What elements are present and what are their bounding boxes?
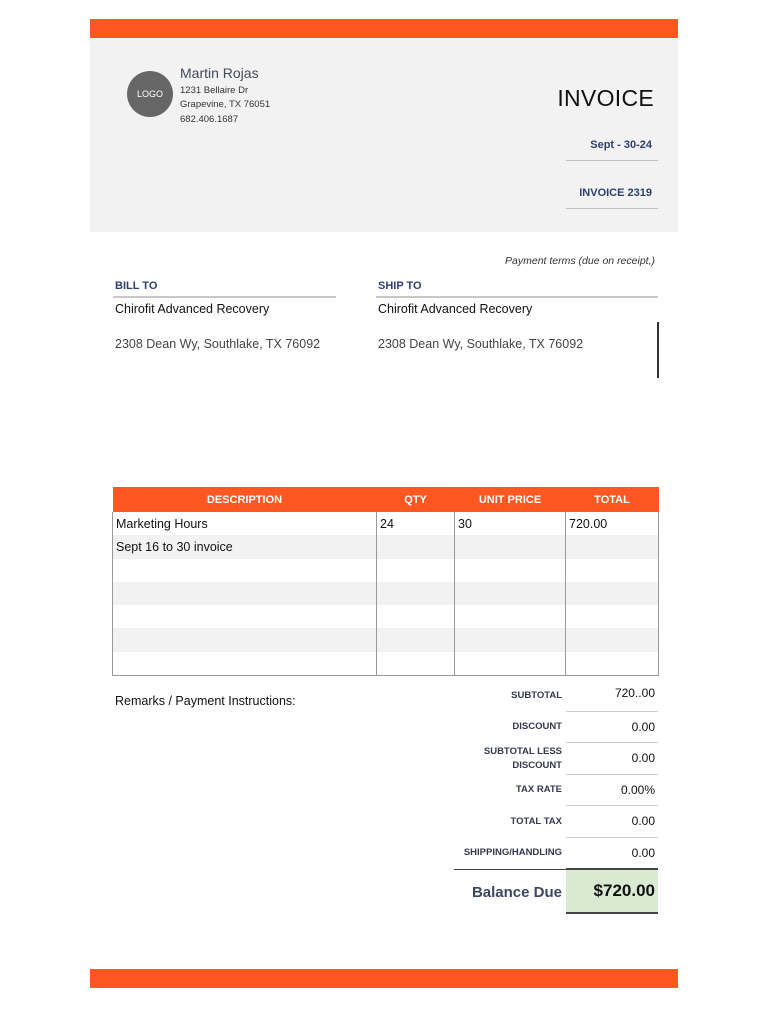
invoice-date: Sept - 30-24	[566, 137, 658, 161]
table-header-row	[113, 487, 659, 512]
table-row	[113, 559, 659, 582]
balance-due-row	[454, 869, 658, 914]
item-total	[566, 582, 659, 605]
invoice-number: INVOICE 2319	[566, 185, 658, 209]
ship-to-label: SHIP TO	[376, 278, 658, 298]
company-logo	[127, 71, 173, 117]
item-total	[566, 605, 659, 628]
ship-to-name: Chirofit Advanced Recovery	[378, 302, 533, 316]
discount-row	[454, 712, 658, 744]
item-description	[113, 559, 377, 582]
shipping-label: SHIPPING/HANDLING	[463, 847, 562, 859]
item-unit-price	[455, 605, 566, 628]
subtotal-value: 720..00	[566, 680, 658, 712]
tax-rate-label: TAX RATE	[515, 784, 562, 796]
item-total	[566, 559, 659, 582]
top-accent-bar	[90, 19, 678, 38]
bottom-accent-bar	[90, 969, 678, 988]
item-total	[566, 628, 659, 651]
bill-to-address: 2308 Dean Wy, Southlake, TX 76092	[115, 337, 321, 351]
column-header-unit-price: UNIT PRICE	[455, 487, 566, 512]
subtotal-less-discount-row	[454, 743, 658, 775]
total-tax-row	[454, 806, 658, 838]
item-description	[113, 582, 377, 605]
tax-rate-value: 0.00%	[566, 775, 658, 807]
payment-terms: Payment terms (due on receipt,)	[505, 255, 655, 267]
item-qty	[377, 535, 455, 558]
line-items-table	[112, 487, 659, 676]
item-description	[113, 652, 377, 675]
item-qty	[377, 605, 455, 628]
ship-to-section	[376, 278, 658, 351]
company-phone: 682.406.1687	[180, 114, 239, 125]
column-header-description: DESCRIPTION	[113, 487, 377, 512]
item-description: Marketing Hours	[113, 512, 377, 535]
subtotal-less-discount-label: SUBTOTAL LESS DISCOUNT	[483, 745, 562, 771]
subtotal-label: SUBTOTAL	[511, 689, 562, 701]
ship-to-border	[657, 322, 659, 378]
item-total	[566, 535, 659, 558]
total-tax-label: TOTAL TAX	[510, 815, 562, 827]
bill-to-name: Chirofit Advanced Recovery	[115, 302, 270, 316]
table-row	[113, 512, 659, 535]
company-name: Martin Rojas	[180, 65, 259, 81]
ship-to-address: 2308 Dean Wy, Southlake, TX 76092	[378, 337, 584, 351]
shipping-row	[454, 838, 658, 870]
item-unit-price: 30	[455, 512, 566, 535]
subtotal-row	[454, 680, 658, 712]
shipping-value: 0.00	[566, 838, 658, 870]
column-header-qty: QTY	[377, 487, 455, 512]
total-tax-value: 0.00	[566, 806, 658, 838]
table-row	[113, 605, 659, 628]
invoice-header	[90, 38, 678, 232]
balance-due-label: Balance Due	[471, 883, 562, 901]
item-description	[113, 605, 377, 628]
company-address-line2: Grapevine, TX 76051	[180, 99, 271, 110]
item-unit-price	[455, 652, 566, 675]
item-total	[566, 652, 659, 675]
discount-value: 0.00	[566, 712, 658, 744]
balance-due-value: $720.00	[566, 870, 658, 914]
item-total: 720.00	[566, 512, 659, 535]
item-unit-price	[455, 582, 566, 605]
invoice-title: INVOICE	[557, 85, 654, 111]
table-row	[113, 652, 659, 675]
item-description	[113, 628, 377, 651]
item-unit-price	[455, 559, 566, 582]
bill-to-label: BILL TO	[113, 278, 336, 298]
item-description: Sept 16 to 30 invoice	[113, 535, 377, 558]
totals-section	[454, 680, 658, 914]
table-row	[113, 535, 659, 558]
discount-label: DISCOUNT	[512, 721, 562, 733]
bill-to-section	[113, 278, 336, 351]
column-header-total: TOTAL	[566, 487, 659, 512]
item-qty: 24	[377, 512, 455, 535]
table-row	[113, 628, 659, 651]
item-qty	[377, 652, 455, 675]
tax-rate-row	[454, 775, 658, 807]
item-unit-price	[455, 628, 566, 651]
item-qty	[377, 582, 455, 605]
item-qty	[377, 559, 455, 582]
item-qty	[377, 628, 455, 651]
logo-text: LOGO	[136, 89, 163, 99]
remarks-label: Remarks / Payment Instructions:	[115, 694, 296, 708]
table-row	[113, 582, 659, 605]
subtotal-less-discount-value: 0.00	[566, 743, 658, 775]
company-address-line1: 1231 Bellaire Dr	[180, 85, 249, 96]
item-unit-price	[455, 535, 566, 558]
